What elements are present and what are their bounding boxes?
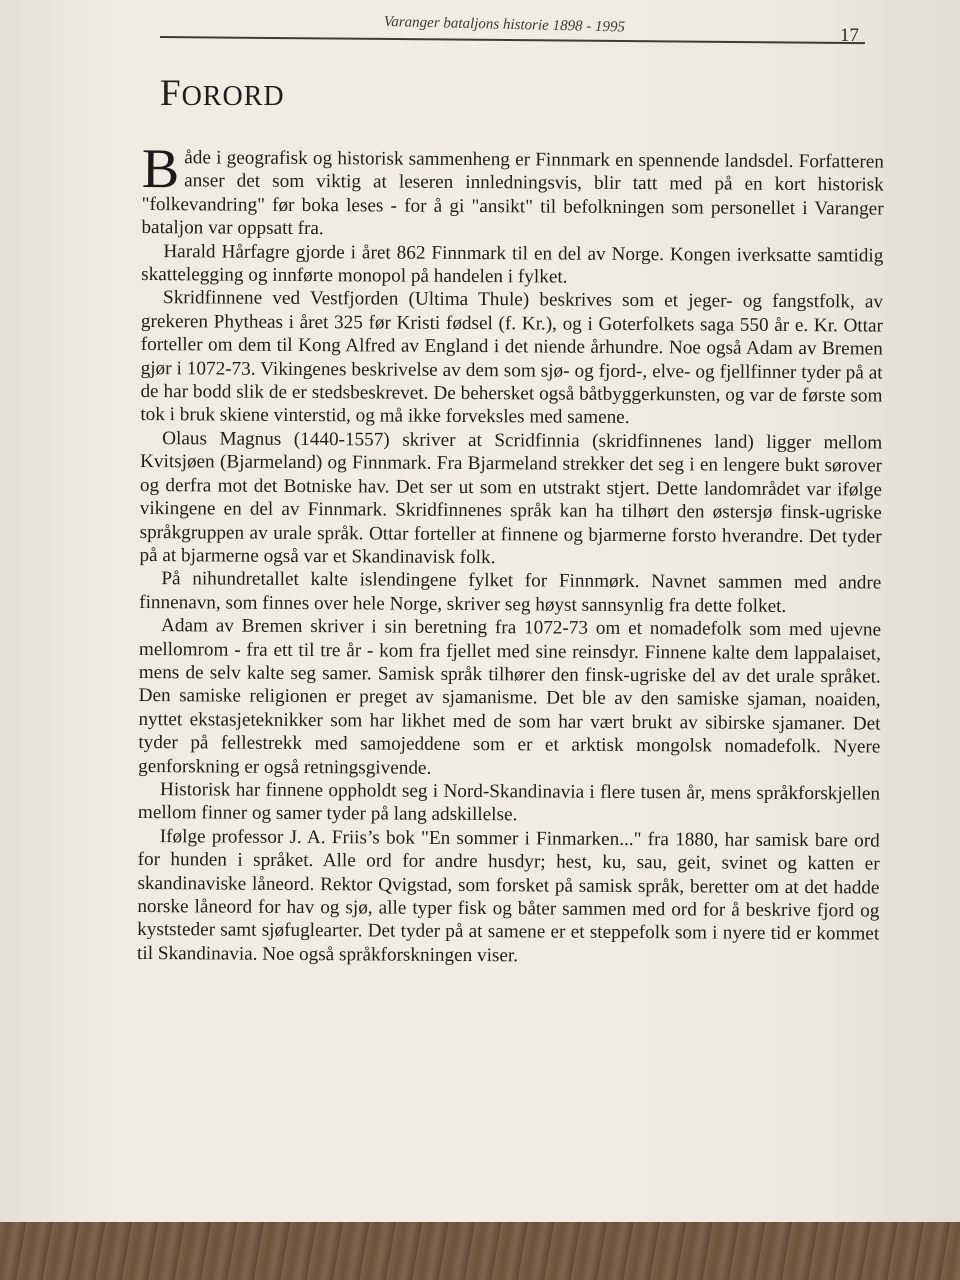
- paragraph-2: Harald Hårfagre gjorde i året 862 Finnmark til en del av Norge. Kongen iverksatte samtidig skattelegging og innførte monopol på handelen i fylket.: [141, 240, 884, 288]
- running-head: Varanger bataljons historie 1898 - 1995: [383, 14, 626, 36]
- paragraph-7: Historisk har finnene oppholdt seg i Nord-Skandinavia i flere tusen år, mens språkforskjellen mellom finner og samer tyder på lang adskillelse.: [137, 779, 881, 826]
- paragraph-5: På nihundretallet kalte islendingene fylket for Finnmørk. Navnet sammen med andre finnenavn, som finnes over hele Norge, skriver seg høyst sannsynlig fra dette folket.: [139, 568, 882, 617]
- paragraph-4: Olaus Magnus (1440-1557) skriver at Scridfinnia (skridfinnenes land) ligger mellom Kvitsjøen (Bjarmeland) og Finnmark. Fra Bjarmeland strekker det seg i en lengere bukt sørover og derfra mot det Botniske hav. Det ser ut som en utstrakt stjert. Dette landområdet var ifølge vikingene en del av Finnmark. Skridfinnenes språk kan ha tilhørt den østersjø finsk-ugriske språkgruppen av urale språk. Ottar forteller at finnene og bjarmerne forsto hverandre. Det tyder på at bjarmerne også var et Skandinavisk folk.: [139, 428, 883, 569]
- paragraph-3: Skridfinnene ved Vestfjorden (Ultima Thule) beskrives som et jeger- og fangstfolk, av grekeren Phytheas i året 325 før Kristi fødsel (f. Kr.), og i Goterfolkets saga 550 år e. Kr. Ottar forteller om dem til Kong Alfred av England i det niende århundre. Noe også Adam av Bremen gjør i 1072-73. Vikingenes beskrivelse av dem som sjø- og fjord-, elve- og fjellfinner tyder på at de har bodd slik de er stedsbeskrevet. De behersket også båtbyggerkunsten, og var de første som tok i bruk skiene vinterstid, og må ikke forveksles med samene.: [140, 287, 884, 429]
- paragraph-1-text: åde i geografisk og historisk sammenheng er Finnmark en spennende landsdel. Forfatteren anser det som viktig at leseren innledningsvis, blir tatt med på en kort historisk "folkevandring" før boka leses - for å gi "ansikt" til befolkningen som personellet i Varanger bataljon var oppsatt fra.: [141, 147, 884, 240]
- chapter-title-rest: ORORD: [181, 81, 285, 112]
- page-number: 17: [840, 25, 859, 46]
- drop-cap: B: [141, 138, 180, 201]
- paragraph-8: Ifølge professor J. A. Friis’s bok "En sommer i Finmarken..." fra 1880, har samisk bare ord for hunden i språket. Alle ord for andre husdyr; hest, ku, sau, geit, svinet og katten er skandinaviske låneord. Rektor Qvigstad, som forsket på samisk språk, beretter om at det hadde norske låneord for hav og sjø, alle typer fisk og båter sammen med ord for å beskrive fjord og kyststeder samt sjøfuglearter. Det tyder på at samene er et steppefolk som i nyere tid er kommet til Skandinavia. Noe også språkforskningen viser.: [137, 825, 880, 967]
- body-text: [137, 138, 884, 970]
- wooden-table-edge: [0, 1222, 960, 1280]
- header-rule: [160, 36, 865, 44]
- chapter-title-initial: F: [160, 73, 182, 114]
- paragraph-1: [141, 138, 884, 244]
- paragraph-6: Adam av Bremen skriver i sin beretning fra 1072-73 om et nomadefolk som med ujevne mellomrom - fra ett til tre år - kom fra fjellet med sine reinsdyr. Finnene kalte dem lappalaiset, mens de selv kalte seg samer. Samisk språk tilhører den finsk-ugriske del av det urale språket. Den samiske religionen er preget av sjamanisme. Det ble av den samiske sjaman, noaiden, nyttet ekstasjeteknikker som har likhet med de som har vært brukt av sibirske sjamaner. Det tyder på fellestrekk med samojeddene som er et arktisk mongolsk nomadefolk. Nyere genforskning er også retningsgivende.: [138, 615, 882, 779]
- chapter-title: [160, 72, 285, 115]
